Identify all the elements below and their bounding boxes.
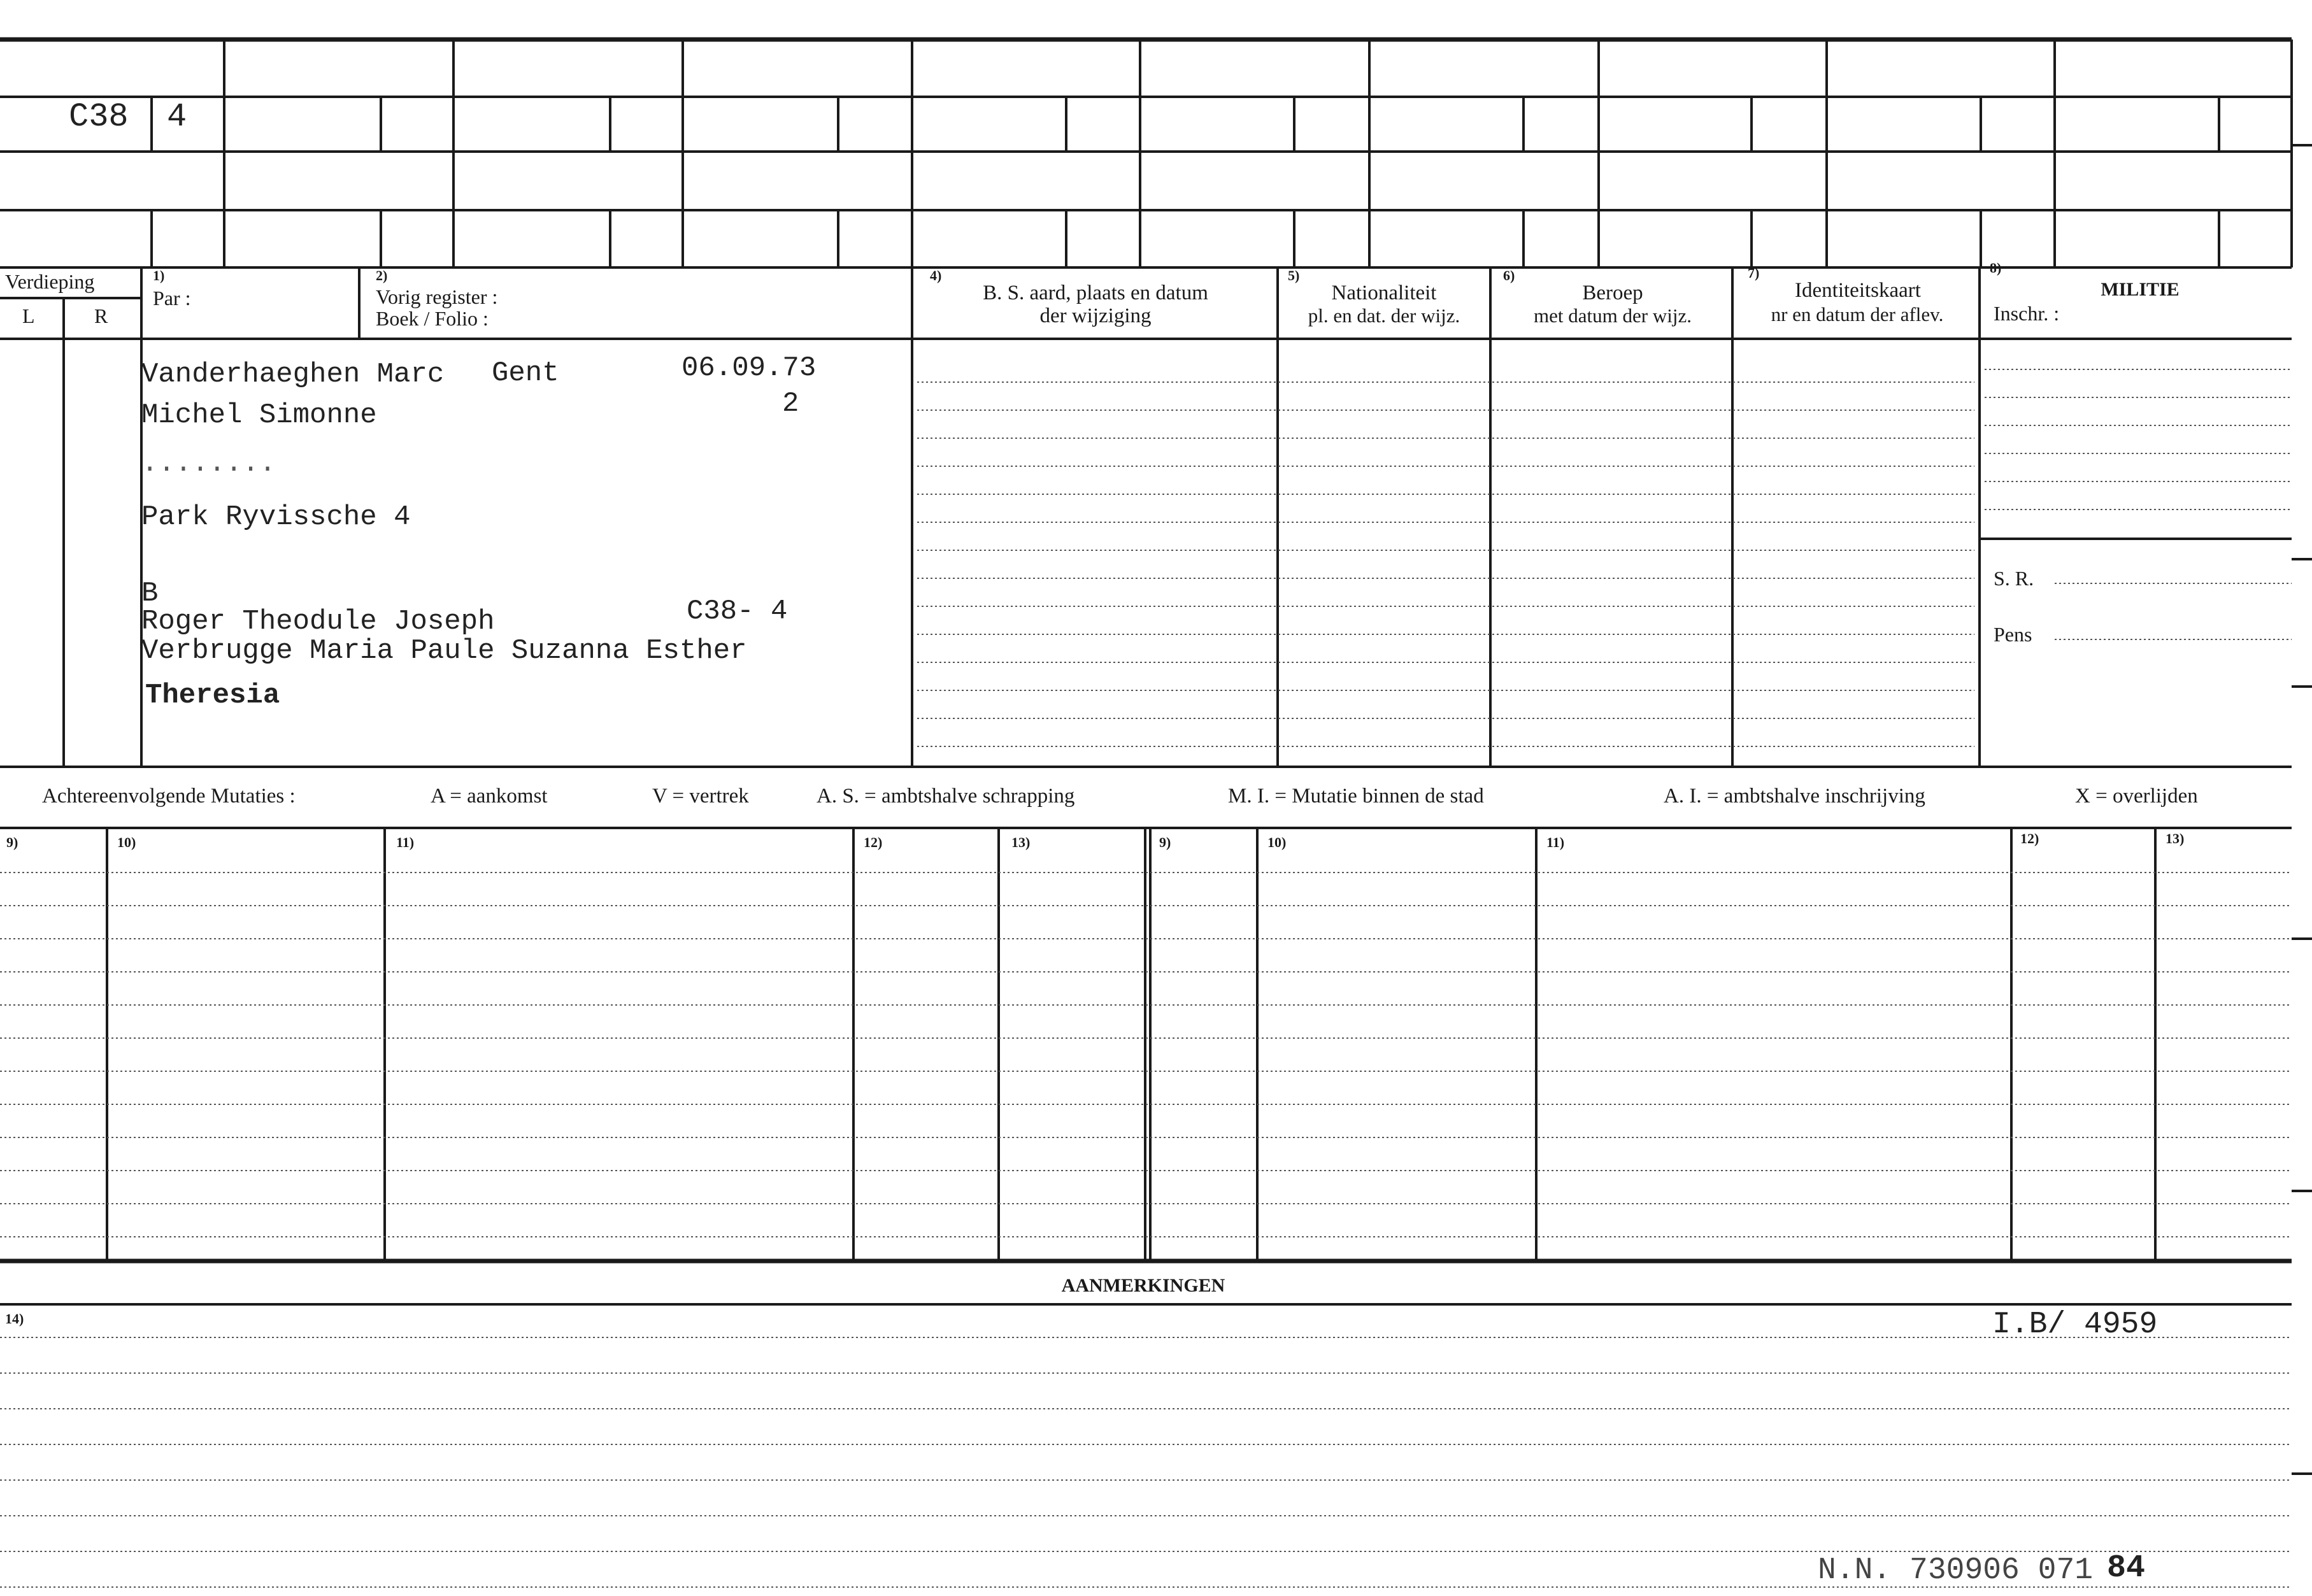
verdieping-label: Verdieping (5, 270, 95, 293)
identiteitskaart-sub-label: nr en datum der aflev. (1771, 303, 1944, 325)
mutation-col-13-right: 13) (2166, 830, 2185, 846)
block-code: C38 (69, 98, 129, 136)
legend-ambtshalve-schrapping: A. S. = ambtshalve schrapping (817, 785, 1075, 808)
legend-vertrek: V = vertrek (652, 785, 749, 808)
pens-label: Pens (1994, 623, 2032, 646)
nationaliteit-sub-label: pl. en dat. der wijz. (1308, 304, 1460, 327)
boek-folio-label: Boek / Folio : (376, 307, 489, 330)
person-line-8: Theresia (145, 680, 280, 711)
field-4-label-2: der wijziging (1039, 304, 1152, 327)
legend-mutatie-binnen-stad: M. I. = Mutatie binnen de stad (1228, 785, 1484, 808)
mutation-col-10-right: 10) (1267, 834, 1287, 850)
sr-label: S. R. (1994, 567, 2034, 590)
nationaliteit-label: Nationaliteit (1331, 281, 1437, 304)
mutation-col-11: 11) (396, 834, 415, 850)
birth-date: 06.09.73 (681, 352, 817, 384)
field-6-number: 6) (1503, 267, 1515, 283)
field-4-label: B. S. aard, plaats en datum (983, 281, 1208, 304)
person-line-7: Verbrugge Maria Paule Suzanna Esther (141, 635, 747, 667)
block-number: 4 (167, 98, 187, 136)
person-line-2: Michel Simonne (141, 399, 377, 431)
entry-extra-digit: 2 (782, 388, 799, 420)
mutation-col-9: 9) (6, 834, 18, 850)
identiteitskaart-label: Identiteitskaart (1795, 279, 1921, 302)
mutation-col-13: 13) (1011, 834, 1031, 850)
person-name: Vanderhaeghen Marc (141, 359, 445, 390)
person-line-6: Roger Theodule Joseph (141, 606, 495, 638)
field-5-number: 5) (1288, 267, 1300, 283)
national-number-suffix: 84 (2107, 1550, 2146, 1586)
remarks-reference: I.B/ 4959 (1992, 1307, 2158, 1342)
vorig-register-label: Vorig register : (376, 285, 498, 308)
legend-ambtshalve-inschrijving: A. I. = ambtshalve inschrijving (1664, 785, 1925, 808)
mutation-col-12-right: 12) (2020, 830, 2039, 846)
field-1-number: 1) (153, 267, 165, 283)
mutation-col-11-right: 11) (1546, 834, 1565, 850)
national-number: N.N. 730906 071 (1818, 1553, 2094, 1588)
person-line-3: ........ (141, 448, 276, 480)
mutations-title: Achtereenvolgende Mutaties : (42, 785, 296, 808)
col-l-label: L (22, 304, 35, 327)
field-7-number: 7) (1748, 265, 1760, 281)
legend-aankomst: A = aankomst (431, 785, 548, 808)
militie-title: MILITIE (2101, 279, 2180, 300)
mutation-col-12: 12) (864, 834, 883, 850)
remarks-title: AANMERKINGEN (1061, 1275, 1225, 1296)
field-par-label: Par : (153, 287, 191, 310)
person-ref: C38- 4 (687, 595, 788, 627)
field-2-number: 2) (376, 267, 388, 283)
field-8-number: 8) (1990, 260, 2002, 276)
legend-overlijden: X = overlijden (2075, 785, 2198, 808)
col-r-label: R (94, 304, 108, 327)
mutation-col-10: 10) (117, 834, 136, 850)
beroep-label: Beroep (1582, 281, 1643, 304)
beroep-sub-label: met datum der wijz. (1534, 304, 1692, 327)
person-line-5: B (141, 578, 159, 609)
inschr-label: Inschr. : (1994, 302, 2060, 325)
field-4-number: 4) (930, 267, 942, 283)
person-address: Park Ryvissche 4 (141, 501, 411, 533)
birth-place: Gent (492, 357, 559, 389)
remarks-field-number: 14) (5, 1311, 24, 1327)
mutation-col-9-right: 9) (1159, 834, 1171, 850)
